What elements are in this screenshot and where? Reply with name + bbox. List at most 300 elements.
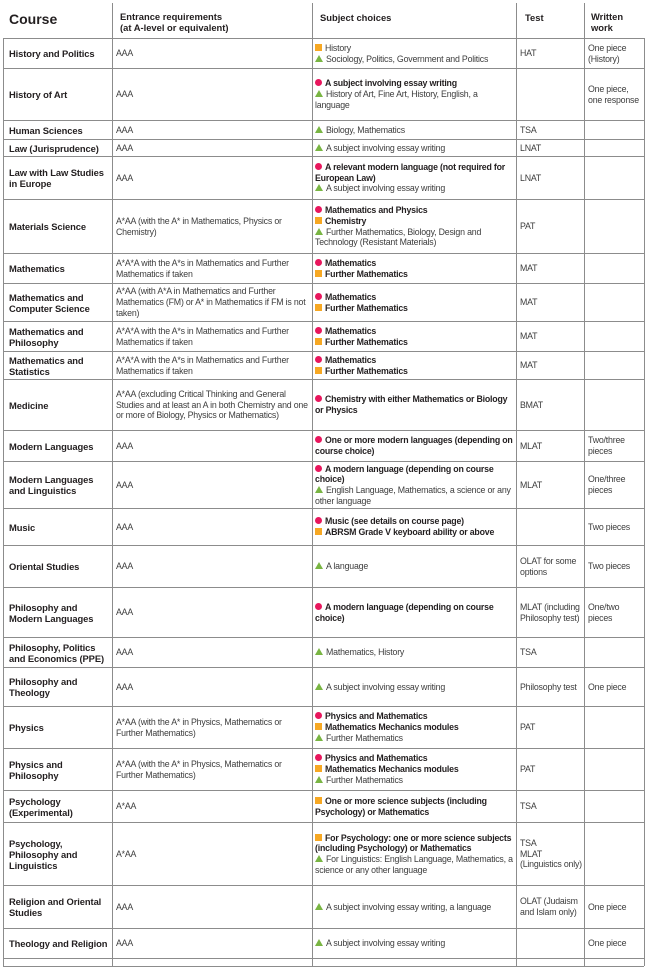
subject-text: History of Art, Fine Art, History, English, a language (315, 89, 478, 110)
subject-choices (315, 749, 513, 790)
subject-list (315, 258, 513, 279)
subject-list (315, 796, 513, 817)
entrance-requirements: A*AA (116, 801, 137, 812)
square-marker-icon (315, 217, 322, 224)
subject-item (315, 143, 513, 154)
triangle-marker-icon (315, 486, 323, 493)
subject-item (315, 464, 513, 485)
written-work: Two pieces (588, 561, 631, 572)
table-row (0, 509, 647, 545)
written-work (588, 352, 644, 379)
circle-marker-icon (315, 754, 322, 761)
course-name: Human Sciences (9, 124, 83, 136)
triangle-marker-icon (315, 144, 323, 151)
admissions-test: MLAT (including Philosophy test) (520, 601, 580, 623)
written-work: One piece (588, 681, 627, 692)
entrance-requirements: AAA (116, 172, 134, 183)
table-row (0, 322, 647, 351)
course-name: Law (Jurisprudence) (9, 142, 99, 154)
entrance-requirements: AAA (116, 440, 134, 451)
table-row (0, 140, 647, 156)
circle-marker-icon (315, 293, 322, 300)
course-name: Physics and Philosophy (9, 758, 63, 781)
table-row (0, 157, 647, 199)
subject-choices (315, 39, 513, 68)
entrance-requirements: A*AA (116, 848, 137, 859)
subject-text: A subject involving essay writing, a language (326, 901, 492, 912)
course-name: Psychology (Experimental) (9, 795, 73, 818)
table-row (0, 352, 647, 379)
row-divider (3, 156, 644, 157)
subject-text: A modern language (depending on course choice) (315, 463, 494, 485)
subject-item (315, 43, 513, 54)
subject-item (315, 183, 513, 194)
table-row (0, 588, 647, 637)
course-name: Oriental Studies (9, 561, 80, 572)
subject-item (315, 516, 513, 527)
subject-choices (315, 352, 513, 379)
subject-choices (315, 929, 513, 958)
entrance-requirements: AAA (116, 561, 134, 572)
subject-choices (315, 462, 513, 508)
written-work (588, 157, 644, 199)
triangle-marker-icon (315, 683, 323, 690)
subject-text: A subject involving essay writing (326, 183, 446, 194)
square-marker-icon (315, 797, 322, 804)
row-divider (3, 379, 644, 380)
table-row (0, 431, 647, 461)
row-divider (3, 790, 644, 791)
subject-text: Further Mathematics (326, 732, 403, 743)
row-divider (3, 283, 644, 284)
admissions-test: LNAT (520, 142, 542, 153)
subject-list (315, 394, 513, 415)
subject-choices (315, 140, 513, 156)
admissions-test: MLAT (520, 440, 543, 451)
entrance-requirements: AAA (116, 647, 134, 658)
triangle-marker-icon (315, 562, 323, 569)
entrance-requirements: AAA (116, 479, 134, 490)
subject-list (315, 78, 513, 110)
triangle-marker-icon (315, 903, 323, 910)
course-name: History of Art (9, 89, 68, 100)
subject-item (315, 775, 513, 786)
entrance-requirements: AAA (116, 48, 134, 59)
subject-text: Chemistry with either Mathematics or Biology or Physics (315, 394, 508, 415)
square-marker-icon (315, 367, 322, 374)
course-name: Mathematics and Statistics (9, 354, 84, 377)
subject-list (315, 143, 513, 154)
subject-item (315, 269, 513, 280)
course-name: Mathematics and Computer Science (9, 291, 90, 314)
subject-text: A subject involving essay writing (326, 938, 446, 949)
table-row (0, 200, 647, 253)
subject-choices (315, 431, 513, 461)
subject-text: Mathematics (325, 291, 377, 302)
square-marker-icon (315, 834, 322, 841)
subject-item (315, 722, 513, 733)
subject-list (315, 833, 513, 876)
written-work: One piece (History) (588, 42, 627, 64)
subject-item (315, 485, 513, 506)
admissions-test: PAT (520, 722, 536, 733)
written-work (588, 254, 644, 283)
subject-text: Further Mathematics, Biology, Design and Technology (Resistant Materials) (315, 226, 482, 248)
table-row (0, 284, 647, 321)
subject-text: Mathematics Mechanics modules (325, 722, 459, 733)
row-divider (3, 199, 644, 200)
row-divider (3, 706, 644, 707)
subject-choices (315, 157, 513, 199)
subject-item (315, 355, 513, 366)
written-work (588, 284, 644, 321)
written-work (588, 200, 644, 253)
admissions-test: MAT (520, 297, 538, 308)
course-name: Theology and Religion (9, 938, 108, 949)
admissions-test: OLAT for some options (520, 555, 577, 577)
admissions-test (520, 929, 582, 958)
subject-item (315, 366, 513, 377)
table-row (0, 546, 647, 587)
written-work: One piece (588, 901, 627, 912)
circle-marker-icon (315, 517, 322, 524)
course-name: Mathematics and Philosophy (9, 325, 84, 348)
table-row (0, 462, 647, 508)
course-name: Philosophy, Politics and Economics (PPE) (9, 641, 104, 664)
square-marker-icon (315, 528, 322, 535)
subject-list (315, 682, 513, 693)
subject-choices (315, 69, 513, 120)
admissions-test (520, 509, 582, 545)
triangle-marker-icon (315, 648, 323, 655)
subject-item (315, 733, 513, 744)
row-divider (3, 139, 644, 140)
admissions-test: TSA (520, 647, 537, 658)
entrance-requirements: A*A*A with the A*s in Mathematics and Further Mathematics if taken (116, 325, 289, 347)
admissions-test: TSA (520, 124, 537, 135)
subject-list (315, 602, 513, 623)
entrance-requirements: A*AA (excluding Critical Thinking and General Studies and at least an A in both Chemistry and one or more of Biology, Physics or Mathematics) (116, 388, 308, 421)
square-marker-icon (315, 270, 322, 277)
table-row (0, 121, 647, 139)
course-name: Psychology, Philosophy and Linguistics (9, 837, 78, 871)
subject-item (315, 258, 513, 269)
course-name: Religion and Oriental Studies (9, 896, 102, 918)
subject-item (315, 764, 513, 775)
subject-item (315, 602, 513, 623)
admissions-test: TSA (520, 801, 537, 812)
admissions-test: HAT (520, 48, 537, 59)
row-divider (3, 461, 644, 462)
entrance-requirements: A*A*A with the A*s in Mathematics and Further Mathematics if taken (116, 257, 289, 279)
row-divider (3, 822, 644, 823)
course-name: Music (9, 521, 36, 533)
triangle-marker-icon (315, 939, 323, 946)
written-work: One piece (588, 938, 627, 949)
row-divider (3, 958, 644, 959)
header-written-work: Written work (591, 11, 624, 33)
table-row (0, 638, 647, 667)
subject-text: For Linguistics: English Language, Mathematics, a science or any other language (315, 854, 513, 875)
circle-marker-icon (315, 436, 322, 443)
subject-item (315, 796, 513, 817)
subject-item (315, 78, 513, 89)
course-name: Modern Languages and Linguistics (9, 474, 94, 496)
course-name: Medicine (9, 399, 49, 411)
course-name: History and Politics (9, 48, 95, 59)
subject-choices (315, 284, 513, 321)
circle-marker-icon (315, 206, 322, 213)
written-work (588, 823, 644, 885)
admissions-test: MAT (520, 360, 538, 371)
subject-item (315, 711, 513, 722)
table-row (0, 749, 647, 790)
entrance-requirements: AAA (116, 901, 134, 912)
triangle-marker-icon (315, 855, 323, 862)
circle-marker-icon (315, 259, 322, 266)
subject-text: Sociology, Politics, Government and Politics (326, 53, 489, 64)
subject-list (315, 43, 513, 64)
written-work: Two pieces (588, 521, 631, 532)
subject-list (315, 711, 513, 743)
entrance-requirements: A*AA (with the A* in Physics, Mathematics or Further Mathematics) (116, 716, 282, 738)
admissions-test: OLAT (Judaism and Islam only) (520, 896, 578, 917)
course-name: Philosophy and Modern Languages (9, 601, 94, 624)
table-row (0, 69, 647, 120)
subject-choices (315, 509, 513, 545)
subject-text: A modern language (depending on course choice) (315, 601, 494, 623)
triangle-marker-icon (315, 55, 323, 62)
subject-choices (315, 546, 513, 587)
row-divider (3, 885, 644, 886)
admissions-test: PAT (520, 764, 536, 775)
subject-choices (315, 707, 513, 748)
triangle-marker-icon (315, 90, 323, 97)
entrance-requirements: AAA (116, 607, 134, 618)
table-row (0, 791, 647, 822)
subject-choices (315, 200, 513, 253)
written-work (588, 140, 644, 156)
written-work (588, 638, 644, 667)
subject-choices (315, 668, 513, 706)
subject-text: Mathematics and Physics (325, 205, 428, 216)
row-divider (3, 587, 644, 588)
column-divider (516, 3, 517, 967)
entrance-requirements: AAA (116, 681, 134, 692)
subject-choices (315, 254, 513, 283)
row-divider (3, 667, 644, 668)
subject-list (315, 125, 513, 136)
subject-list (315, 162, 513, 194)
admissions-test: PAT (520, 221, 536, 232)
admissions-test: Philosophy test (520, 681, 577, 692)
row-divider (3, 68, 644, 69)
subject-choices (315, 121, 513, 139)
subject-text: Further Mathematics (325, 365, 408, 376)
subject-text: A subject involving essay writing (326, 681, 446, 692)
table-row (0, 823, 647, 885)
table-row (0, 254, 647, 283)
entrance-requirements: AAA (116, 938, 134, 949)
subject-text: Further Mathematics (325, 268, 408, 279)
subject-item (315, 647, 513, 658)
subject-text: A relevant modern language (not required for European Law) (315, 161, 506, 183)
row-divider (3, 637, 644, 638)
subject-item (315, 682, 513, 693)
subject-list (315, 938, 513, 949)
header-course: Course (9, 11, 58, 27)
subject-text: One or more science subjects (including Psychology) or Mathematics (315, 795, 487, 817)
table-row (0, 39, 647, 68)
subject-list (315, 647, 513, 658)
subject-item (315, 753, 513, 764)
admissions-test: MLAT (520, 479, 543, 490)
subject-item (315, 303, 513, 314)
header-requirements: Entrance requirements (at A-level or equivalent) (120, 11, 229, 33)
triangle-marker-icon (315, 184, 323, 191)
circle-marker-icon (315, 327, 322, 334)
subject-list (315, 326, 513, 347)
circle-marker-icon (315, 465, 322, 472)
subject-list (315, 205, 513, 248)
subject-text: English Language, Mathematics, a science or any other language (315, 485, 511, 506)
subject-text: Further Mathematics (326, 774, 403, 785)
table-row (0, 380, 647, 430)
row-divider (3, 748, 644, 749)
subject-list (315, 292, 513, 313)
subject-item (315, 292, 513, 303)
subject-item (315, 227, 513, 248)
subject-text: Further Mathematics (325, 336, 408, 347)
column-divider (3, 38, 4, 966)
subject-item (315, 527, 513, 538)
subject-text: Further Mathematics (325, 302, 408, 313)
row-divider (3, 430, 644, 431)
subject-item (315, 902, 513, 913)
square-marker-icon (315, 304, 322, 311)
row-divider (3, 508, 644, 509)
subject-choices (315, 886, 513, 928)
triangle-marker-icon (315, 734, 323, 741)
written-work: One/three pieces (588, 474, 626, 495)
subject-text: A language (326, 561, 369, 572)
subject-item (315, 561, 513, 572)
written-work (588, 380, 644, 430)
row-divider (3, 321, 644, 322)
table-row (0, 707, 647, 748)
entrance-requirements: A*A*A with the A*s in Mathematics and Further Mathematics if taken (116, 354, 289, 376)
subject-item (315, 938, 513, 949)
circle-marker-icon (315, 603, 322, 610)
written-work: Two/three pieces (588, 435, 625, 456)
subject-item (315, 337, 513, 348)
row-divider (3, 38, 644, 39)
entrance-requirements: A*AA (with the A* in Mathematics, Physics or Chemistry) (116, 215, 282, 237)
subject-item (315, 326, 513, 337)
subject-text: History (325, 42, 351, 53)
subject-item (315, 833, 513, 854)
course-name: Materials Science (9, 221, 86, 232)
subject-text: ABRSM Grade V keyboard ability or above (325, 527, 495, 537)
admissions-test: MAT (520, 331, 538, 342)
circle-marker-icon (315, 712, 322, 719)
entrance-requirements: AAA (116, 89, 134, 100)
circle-marker-icon (315, 356, 322, 363)
row-divider (3, 545, 644, 546)
subject-text: A subject involving essay writing (325, 78, 457, 89)
square-marker-icon (315, 338, 322, 345)
subject-item (315, 54, 513, 65)
circle-marker-icon (315, 395, 322, 402)
square-marker-icon (315, 44, 322, 51)
admissions-test: MAT (520, 263, 538, 274)
subject-list (315, 464, 513, 507)
square-marker-icon (315, 723, 322, 730)
subject-text: One or more modern languages (depending on course choice) (315, 435, 513, 456)
course-name: Physics (9, 722, 44, 733)
written-work (588, 791, 644, 822)
subject-item (315, 854, 513, 875)
subject-list (315, 753, 513, 785)
subject-text: Mathematics Mechanics modules (325, 764, 459, 775)
subject-text: Mathematics, History (326, 647, 405, 658)
subject-choices (315, 823, 513, 885)
subject-text: A subject involving essay writing (326, 142, 446, 153)
admissions-test: LNAT (520, 172, 542, 183)
subject-list (315, 516, 513, 537)
subject-list (315, 561, 513, 572)
row-divider (3, 351, 644, 352)
subject-list (315, 435, 513, 456)
subject-text: For Psychology: one or more science subjects (including Psychology) or Mathematics (315, 832, 512, 854)
row-divider (3, 253, 644, 254)
entrance-requirements: AAA (116, 142, 134, 153)
subject-text: Mathematics (325, 325, 377, 336)
column-divider (584, 3, 585, 967)
course-name: Law with Law Studies in Europe (9, 167, 104, 189)
subject-text: Chemistry (325, 215, 367, 226)
subject-text: Music (see details on course page) (325, 516, 464, 527)
column-divider (644, 38, 645, 966)
row-divider (3, 120, 644, 121)
table-row (0, 668, 647, 706)
entrance-requirements: A*AA (with A*A in Mathematics and Further Mathematics (FM) or A* in Mathematics if FM is not taken) (116, 286, 306, 318)
subject-item (315, 435, 513, 456)
triangle-marker-icon (315, 126, 323, 133)
header-test: Test (525, 12, 544, 23)
subject-item (315, 216, 513, 227)
subject-choices (315, 638, 513, 667)
subject-choices (315, 380, 513, 430)
column-divider (112, 3, 113, 967)
subject-text: Biology, Mathematics (326, 124, 405, 135)
admissions-test: TSA MLAT (Linguistics only) (520, 837, 582, 870)
entrance-requirements: AAA (116, 124, 134, 135)
admissions-test (520, 69, 582, 120)
entrance-requirements: A*AA (with the A* in Physics, Mathematics or Further Mathematics) (116, 758, 282, 780)
subject-item (315, 125, 513, 136)
subject-item (315, 162, 513, 183)
written-work (588, 121, 644, 139)
subject-list (315, 902, 513, 913)
course-name: Mathematics (9, 263, 65, 274)
subject-text: Mathematics (325, 354, 377, 365)
entrance-requirements: AAA (116, 521, 134, 532)
course-name: Modern Languages (9, 440, 94, 452)
subject-text: Mathematics (325, 257, 377, 268)
circle-marker-icon (315, 163, 322, 170)
written-work (588, 707, 644, 748)
